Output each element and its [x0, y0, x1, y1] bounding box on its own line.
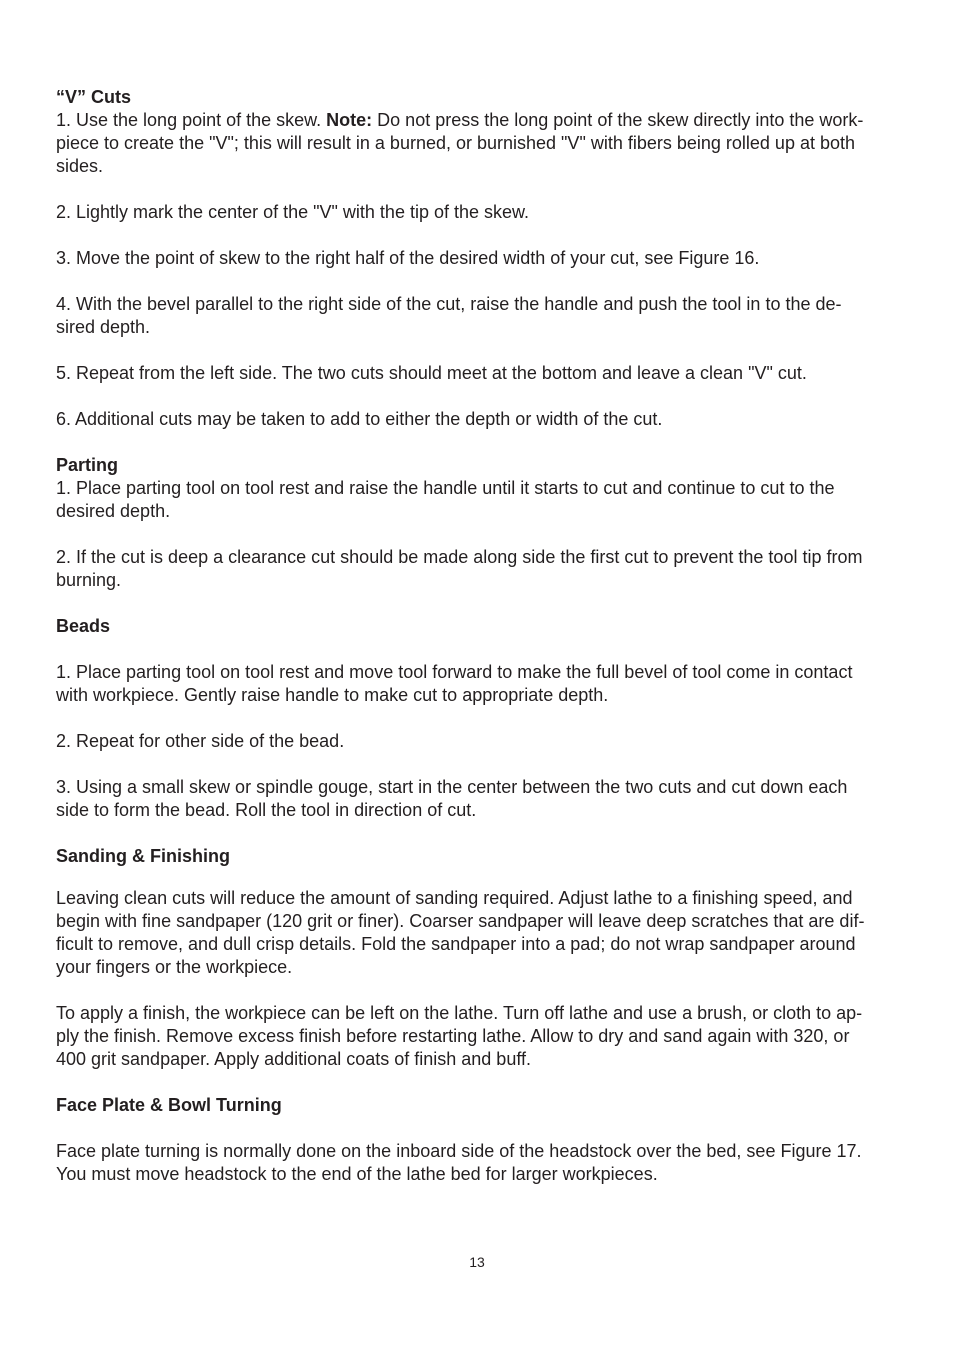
section-beads — [56, 615, 924, 822]
v-cuts-step-5: 5. Repeat from the left side. The two cuts should meet at the bottom and leave a clean "V" cut. — [56, 363, 807, 383]
face-plate-paragraph-1: Face plate turning is normally done on the inboard side of the headstock over the bed, see Figure 17. You must move headstock to the end of the lathe bed for larger workpieces. — [56, 1141, 862, 1184]
sanding-paragraph-2: To apply a finish, the workpiece can be left on the lathe. Turn off lathe and use a brush, or cloth to ap- ply the finish. Remove excess finish before restarting lathe. Allow to dry and sand again with 320, or 400 grit sandpaper. Apply additional coats of finish and buff. — [56, 1003, 863, 1069]
v-cuts-step-1-prefix: 1. Use the long point of the skew. — [56, 110, 327, 130]
beads-step-3: 3. Using a small skew or spindle gouge, start in the center between the two cuts and cut down each side to form the bead. Roll the tool in direction of cut. — [56, 777, 848, 820]
section-heading-beads: Beads — [56, 616, 111, 636]
sanding-paragraph-1: Leaving clean cuts will reduce the amount of sanding required. Adjust lathe to a finishing speed, and begin with fine sandpaper (120 grit or finer). Coarser sandpaper will leave deep scratches that are dif- ficult to remove, and dull crisp details. Fold the sandpaper into a pad; do not wrap sandpaper around your fingers or the workpiece. — [56, 888, 865, 977]
v-cuts-step-6: 6. Additional cuts may be taken to add to either the depth or width of the cut. — [56, 409, 663, 429]
beads-step-1: 1. Place parting tool on tool rest and move tool forward to make the full bevel of tool come in contact with workpiece. Gently raise handle to make cut to appropriate depth. — [56, 662, 853, 705]
section-sanding-finishing — [56, 845, 924, 1071]
v-cuts-step-3: 3. Move the point of skew to the right half of the desired width of your cut, see Figure 16. — [56, 248, 760, 268]
parting-step-2: 2. If the cut is deep a clearance cut should be made along side the first cut to prevent the tool tip from burning. — [56, 547, 863, 590]
section-v-cuts — [56, 86, 924, 431]
v-cuts-step-1 — [56, 109, 924, 178]
section-heading-sanding-finishing: Sanding & Finishing — [56, 846, 230, 866]
v-cuts-step-1-suffix: Do not press the long point of the skew directly into the work- piece to create the "V"; this will result in a burned, or burnished "V" with fibers being rolled up at both sides. — [56, 110, 864, 176]
manual-page-body — [56, 86, 924, 1209]
parting-step-1: 1. Place parting tool on tool rest and raise the handle until it starts to cut and continue to cut to the desired depth. — [56, 478, 835, 521]
section-heading-face-plate: Face Plate & Bowl Turning — [56, 1095, 282, 1115]
v-cuts-step-4: 4. With the bevel parallel to the right side of the cut, raise the handle and push the tool in to the de- sired depth. — [56, 294, 842, 337]
section-parting — [56, 454, 924, 592]
section-heading-parting: Parting — [56, 455, 119, 475]
page-number: 13 — [469, 1254, 485, 1270]
v-cuts-step-2: 2. Lightly mark the center of the "V" with the tip of the skew. — [56, 202, 530, 222]
section-face-plate-bowl-turning — [56, 1094, 924, 1186]
section-heading-v-cuts: “V” Cuts — [56, 87, 132, 107]
note-label: Note: — [326, 110, 373, 130]
beads-step-2: 2. Repeat for other side of the bead. — [56, 731, 345, 751]
